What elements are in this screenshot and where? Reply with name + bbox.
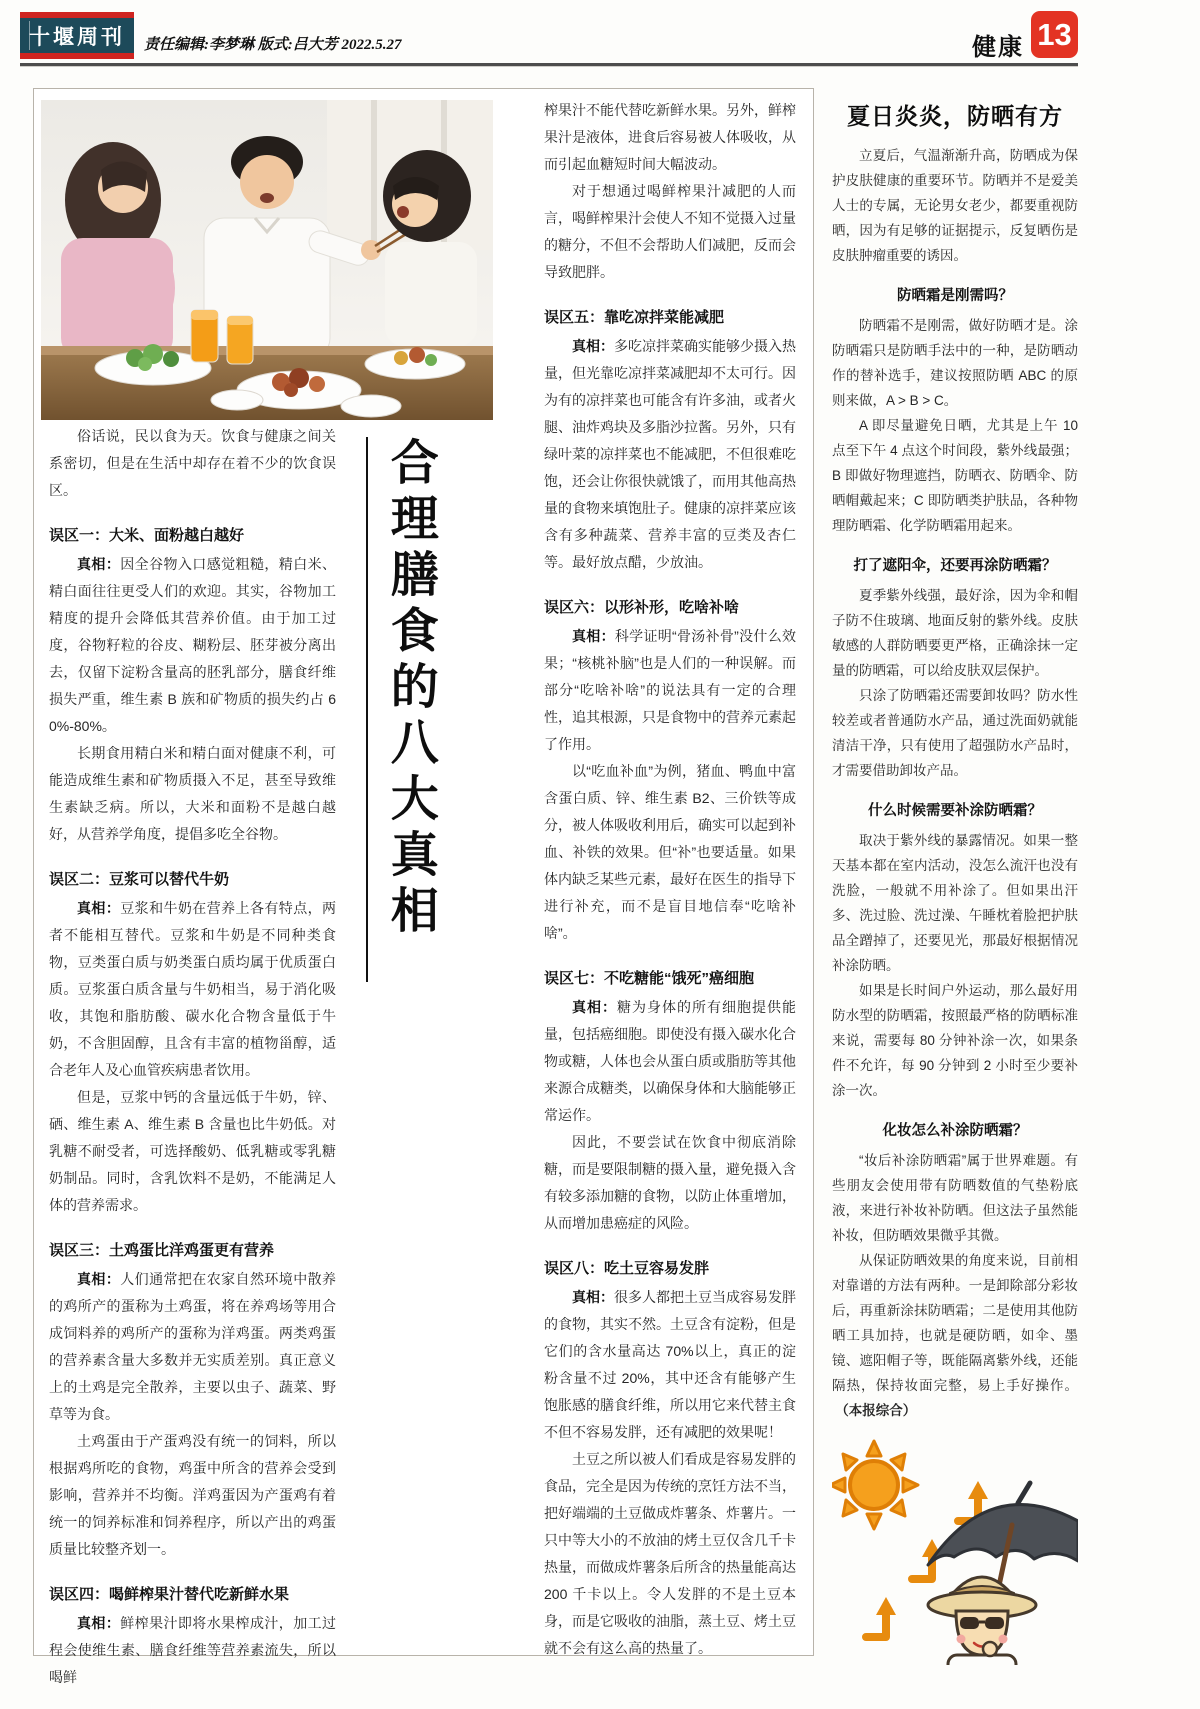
sunscreen-cartoon	[832, 1433, 1078, 1665]
side-section-heading: 防晒霜是刚需吗？	[897, 288, 1013, 304]
truth-lead: 真相：	[572, 338, 614, 354]
uv-arrow-icon	[866, 1597, 896, 1637]
article-column-1	[49, 423, 336, 1691]
girl-figure	[383, 150, 477, 346]
body-paragraph: 从保证防晒效果的角度来说，目前相对靠谱的方法有两种。一是卸除部分彩妆后，再重新涂抹防晒霜；二是使用其他防晒工具加持，也就是硬防晒，如伞、墨镜、遮阳帽子等，既能隔离紫外线，还能隔热，保持妆面完整，易上手好操作。（本报综合）	[832, 1253, 1078, 1418]
truth-lead: 真相：	[77, 556, 121, 572]
page-number-badge: 13	[1031, 11, 1078, 58]
header-rule	[20, 63, 1078, 67]
article-column-2	[544, 97, 796, 1662]
truth-lead: 真相：	[77, 900, 121, 916]
body-paragraph: 立夏后，气温渐渐升高，防晒成为保护皮肤健康的重要环节。防晒并不是爱美人士的专属，无论男女老少，都要重视防晒，因为有足够的证据提示，反复晒伤是皮肤肿瘤重要的诱因。	[832, 148, 1078, 263]
body-paragraph: A 即尽量避免日晒，尤其是上午 10 点至下午 4 点这个时间段，紫外线最强；B 即做好物理遮挡，防晒衣、防晒伞、防晒帽戴起来；C 即防晒类护肤品，各种物理防晒霜、化学防晒霜用起来。	[832, 418, 1078, 533]
masthead-side-strip	[23, 21, 30, 50]
body-paragraph: 夏季紫外线强，最好涂，因为伞和帽子防不住玻璃、地面反射的紫外线。皮肤敏感的人群防晒要更严格，正确涂抹一定量的防晒霜，可以给皮肤双层保护。	[832, 588, 1078, 678]
misconception-heading: 误区一：大米、面粉越白越好	[49, 527, 245, 544]
section-label: 健康	[972, 35, 1024, 61]
body-paragraph: 真相：糖为身体的所有细胞提供能量，包括癌细胞。即使没有摄入碳水化合物或糖，人体也会从蛋白质或脂肪等其他来源合成糖类，以确保身体和大脑能够正常运作。	[544, 999, 796, 1123]
misconception-heading: 误区七：不吃糖能“饿死”癌细胞	[544, 970, 755, 987]
truth-lead: 真相：	[77, 1615, 121, 1631]
body-paragraph: 俗话说，民以食为天。饮食与健康之间关系密切，但是在生活中却存在着不少的饮食误区。	[49, 428, 336, 498]
misconception-heading: 误区五：靠吃凉拌菜能减肥	[544, 309, 725, 326]
body-paragraph: 真相：多吃凉拌菜确实能够少摄入热量，但光靠吃凉拌菜减肥却不太可行。因为有的凉拌菜也可能含有许多油，或者火腿、油炸鸡块及多脂沙拉酱。另外，只有绿叶菜的凉拌菜也不能减肥，不但很难吃饱，还会让你很快就饿了，而用其他高热量的食物来填饱肚子。健康的凉拌菜应该含有多种蔬菜、营养丰富的豆类及杏仁等。最好放点醋，少放油。	[544, 338, 796, 570]
edition-note: 责任编辑:李梦琳 版式:吕大芳 2022.5.27	[144, 37, 402, 53]
body-paragraph: 对于想通过喝鲜榨果汁减肥的人而言，喝鲜榨果汁会使人不知不觉摄入过量的糖分，不但不会帮助人们减肥，反而会导致肥胖。	[544, 183, 796, 280]
truth-lead: 真相：	[572, 999, 617, 1015]
body-paragraph: 土豆之所以被人们看成是容易发胖的食品，完全是因为传统的烹饪方法不当，把好端端的土豆做成炸薯条、炸薯片。一只中等大小的不放油的烤土豆仅含几千卡热量，而做成炸薯条后所含的热量能高达 200 千卡以上。令人发胖的不是土豆本身，而是它吸收的油脂，蒸土豆、烤土豆就不会有这么高的热量了。	[544, 1451, 796, 1656]
sunhat-person	[928, 1577, 1036, 1665]
side-section-heading: 化妆怎么补涂防晒霜？	[882, 1123, 1028, 1139]
body-paragraph: 真相：鲜榨果汁即将水果榨成汁，加工过程会使维生素、膳食纤维等营养素流失，所以喝鲜	[49, 1615, 337, 1685]
body-paragraph: 防晒霜不是刚需，做好防晒才是。涂防晒霜只是防晒手法中的一种，是防晒动作的替补选手，建议按照防晒 ABC 的原则来做，A > B > C。	[832, 318, 1078, 408]
byline: （本报综合）	[842, 1403, 917, 1418]
body-paragraph: 真相：科学证明“骨汤补骨”没什么效果；“核桃补脑”也是人们的一种误解。而部分“吃啥补啥”的说法具有一定的合理性，追其根源，只是食物中的营养元素起了作用。	[544, 628, 797, 752]
truth-lead: 真相：	[572, 628, 615, 644]
body-paragraph: 真相：很多人都把土豆当成容易发胖的食物，其实不然。土豆含有淀粉，但是它们的含水量高达 70%以上，真正的淀粉含量不过 20%，其中还含有能够产生饱胀感的膳食纤维，所以用它来代替主食不但不容易发胖，还有减肥的效果呢！	[544, 1289, 796, 1440]
misconception-heading: 误区三：土鸡蛋比洋鸡蛋更有营养	[49, 1242, 275, 1259]
body-paragraph: 但是，豆浆中钙的含量远低于牛奶，锌、硒、维生素 A、维生素 B 含量也比牛奶低。对乳糖不耐受者，可选择酸奶、低乳糖或零乳糖奶制品。同时，含乳饮料不是奶，不能满足人体的营养需求。	[49, 1089, 336, 1213]
body-paragraph: 土鸡蛋由于产蛋鸡没有统一的饲料，所以根据鸡所吃的食物，鸡蛋中所含的营养会受到影响，营养并不均衡。洋鸡蛋因为产蛋鸡有着统一的饲养标准和饲养程序，所以产出的鸡蛋质量比较整齐划一。	[49, 1433, 336, 1557]
body-paragraph: 如果是长时间户外运动，那么最好用防水型的防晒霜，按照最严格的防晒标准来说，需要每 80 分钟补涂一次，如果条件不允许，每 90 分钟到 2 小时至少要补涂一次。	[832, 983, 1078, 1098]
vertical-headline: 合理膳食的八大真相	[366, 437, 437, 982]
masthead-core	[20, 18, 134, 53]
body-paragraph: “妆后补涂防晒霜”属于世界难题。有些朋友会使用带有防晒数值的气垫粉底液，来进行补妆补防晒。但这法子虽然能补妆，但防晒效果微乎其微。	[832, 1153, 1078, 1243]
main-article-box	[33, 88, 814, 1685]
body-paragraph: 真相：人们通常把在农家自然环境中散养的鸡所产的蛋称为土鸡蛋，将在养鸡场等用合成饲料养的鸡所产的蛋称为洋鸡蛋。两类鸡蛋的营养素含量大多数并无实质差别。真正意义上的土鸡是完全散养，主要以虫子、蔬菜、野草等为食。	[49, 1271, 337, 1422]
misconception-heading: 误区八：吃土豆容易发胖	[544, 1260, 710, 1277]
body-paragraph: 只涂了防晒霜还需要卸妆吗？防水性较差或者普通防水产品，通过洗面奶就能清洁干净，只有使用了超强防水产品时，才需要借助卸妆产品。	[832, 688, 1078, 778]
body-paragraph: 真相：因全谷物入口感觉粗糙，精白米、精白面往往更受人们的欢迎。其实，谷物加工精度的提升会降低其营养价值。由于加工过度，谷物籽粒的谷皮、糊粉层、胚芽被分离出去，仅留下淀粉含量高的胚乳部分，膳食纤维损失严重，维生素 B 族和矿物质的损失约占 60%-80%。	[49, 556, 337, 734]
misconception-heading: 误区四：喝鲜榨果汁替代吃新鲜水果	[49, 1586, 290, 1603]
family-dining-photo	[41, 100, 493, 420]
side-section-heading: 什么时候需要补涂防晒霜？	[868, 803, 1042, 819]
sun-icon	[832, 1441, 918, 1529]
body-paragraph: 长期食用精白米和精白面对健康不利，可能造成维生素和矿物质摄入不足，甚至导致维生素缺乏病。所以，大米和面粉不是越白越好，从营养学角度，提倡多吃全谷物。	[49, 745, 336, 842]
masthead-bottom-band	[20, 53, 134, 59]
paper-name: 十堰周刊	[29, 24, 125, 49]
misconception-heading: 误区六：以形补形，吃啥补啥	[544, 599, 740, 616]
body-paragraph: 取决于紫外线的暴露情况。如果一整天基本都在室内活动，没怎么流汗也没有洗脸，一般就不用补涂了。但如果出汗多、洗过脸、洗过澡、午睡枕着脸把护肤品全蹭掉了，还要见光，那最好根据情况补涂防晒。	[832, 833, 1078, 973]
body-paragraph: 榨果汁不能代替吃新鲜水果。另外，鲜榨果汁是液体，进食后容易被人体吸收，从而引起血糖短时间大幅波动。	[544, 102, 796, 172]
misconception-heading: 误区二：豆浆可以替代牛奶	[49, 871, 230, 888]
body-paragraph: 因此，不要尝试在饮食中彻底消除糖，而是要限制糖的摄入量，避免摄入含有较多添加糖的食物，以防止体重增加，从而增加患癌症的风险。	[544, 1134, 796, 1231]
body-paragraph: 真相：豆浆和牛奶在营养上各有特点，两者不能相互替代。豆浆和牛奶是不同种类食物，豆类蛋白质与奶类蛋白质均属于优质蛋白质。豆浆蛋白质含量与牛奶相当，易于消化吸收，其饱和脂肪酸、碳水化合物含量低于牛奶，不含胆固醇，且含有丰富的植物甾醇，适合老年人及心血管疾病患者饮用。	[49, 900, 337, 1078]
body-paragraph: 以“吃血补血”为例，猪血、鸭血中富含蛋白质、锌、维生素 B2、三价铁等成分，被人体吸收利用后，确实可以起到补血、补铁的效果。但“补”也要适量。如果体内缺乏某些元素，最好在医生的指导下进行补充，而不是盲目地信奉“吃啥补啥”。	[544, 763, 796, 941]
side-article	[832, 96, 1078, 1665]
truth-lead: 真相：	[77, 1271, 121, 1287]
side-section-heading: 打了遮阳伞，还要再涂防晒霜？	[853, 558, 1057, 574]
truth-lead: 真相：	[572, 1289, 614, 1305]
masthead	[20, 12, 134, 59]
side-article-title: 夏日炎炎，防晒有方	[847, 104, 1063, 129]
